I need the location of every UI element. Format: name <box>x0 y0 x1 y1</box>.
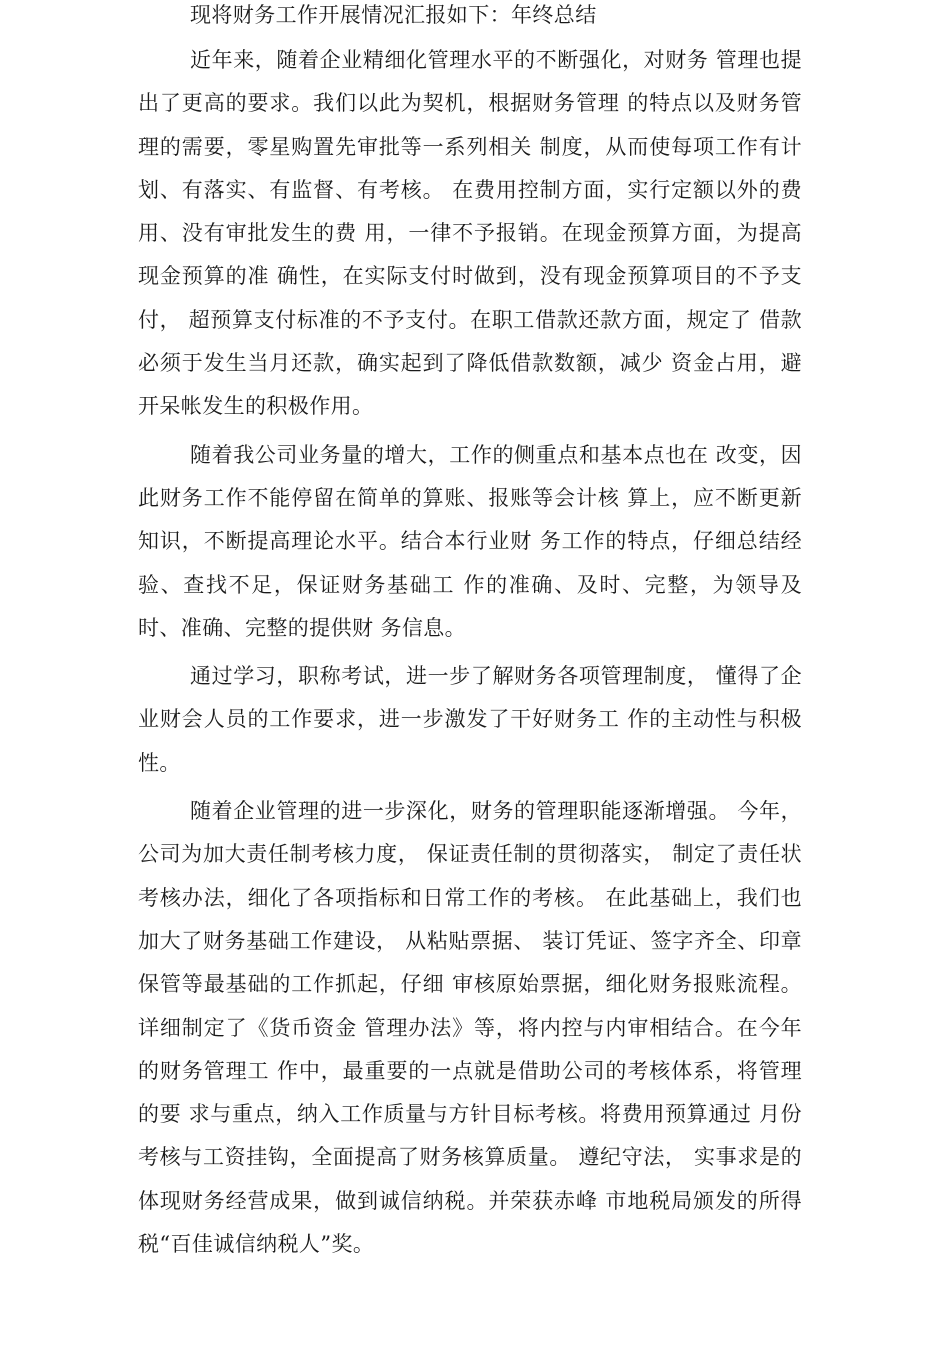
document-page <box>138 0 802 1266</box>
paragraph-expense-control: 近年来，随着企业精细化管理水平的不断强化，对财务 管理也提出了更高的要求。我们以此为契机，根据财务管理 的特点以及财务管理的需要，零星购置先审批等一系列相关 制度，从而使每项工作有计划、有落实、有监督、有考核。 在费用控制方面，实行定额以外的费用、没有审批发生的费 用，一律不予报销。在现金预算方面，为提高现金预算的准 确性，在实际支付时做到，没有现金预算项目的不予支付， 超预算支付标准的不予支付。在职工借款还款方面，规定了 借款必须于发生当月还款，确实起到了降低借款数额，减少 资金占用，避开呆帐发生的积极作用。 <box>138 48 802 419</box>
paragraph-management-deepening: 随着企业管理的进一步深化，财务的管理职能逐渐增强。 今年，公司为加大责任制考核力度， 保证责任制的贯彻落实， 制定了责任状考核办法，细化了各项指标和日常工作的考核。 在此基础上，我们也加大了财务基础工作建设， 从粘贴票据、 装订凭证、签字齐全、印章保管等最基础的工作抓起，仔细 审核原始票据，细化财务报账流程。详细制定了《货币资金 管理办法》等，将内控与内审相结合。在今年的财务管理工 作中，最重要的一点就是借助公司的考核体系，将管理的要 求与重点，纳入工作质量与方针目标考核。将费用预算通过 月份考核与工资挂钩，全面提高了财务核算质量。 遵纪守法， 实事求是的体现财务经营成果，做到诚信纳税。并荣获赤峰 市地税局颁发的所得税“百佳诚信纳税人”奖。 <box>138 799 802 1257</box>
document-heading: 现将财务工作开展情况汇报如下：年终总结 <box>190 3 597 27</box>
paragraph-study-exam: 通过学习，职称考试，进一步了解财务各项管理制度， 懂得了企业财会人员的工作要求，进一步激发了干好财务工 作的主动性与积极性。 <box>138 664 802 775</box>
paragraph-business-growth: 随着我公司业务量的增大，工作的侧重点和基本点也在 改变，因此财务工作不能停留在简单的算账、报账等会计核 算上，应不断更新知识，不断提高理论水平。结合本行业财 务工作的特点，仔细总结经验、查找不足，保证财务基础工 作的准确、及时、完整，为领导及时、准确、完整的提供财 务信息。 <box>138 442 802 640</box>
